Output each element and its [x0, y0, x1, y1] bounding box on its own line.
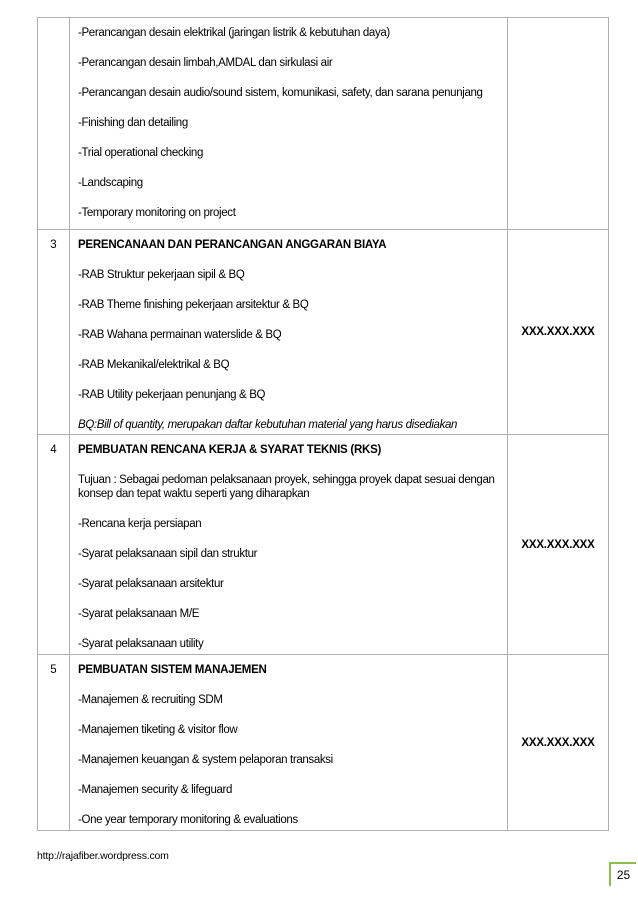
description-cell [70, 655, 508, 831]
section-heading: PERENCANAAN DAN PERANCANGAN ANGGARAN BIAYA [78, 239, 387, 251]
cost-value: XXX.XXX.XXX [521, 736, 595, 749]
list-item: -Syarat pelaksanaan utility [78, 638, 204, 650]
table-row-continuation [38, 18, 609, 230]
section-heading: PEMBUATAN SISTEM MANAJEMEN [78, 664, 267, 676]
list-item: -Finishing dan detailing [78, 117, 188, 129]
list-item: -Landscaping [78, 177, 143, 189]
list-item: -Perancangan desain elektrikal (jaringan listrik & kebutuhan daya) [78, 27, 390, 39]
cost-cell [508, 230, 609, 435]
description-cell [70, 18, 508, 230]
cost-cell [508, 655, 609, 831]
list-item: -One year temporary monitoring & evaluations [78, 814, 298, 826]
cost-table [37, 17, 609, 831]
list-item: -Syarat pelaksanaan sipil dan struktur [78, 548, 258, 560]
list-item: -Manajemen & recruiting SDM [78, 694, 223, 706]
list-item: -Manajemen security & lifeguard [78, 784, 233, 796]
footnote: BQ:Bill of quantity, merupakan daftar kebutuhan material yang harus disediakan [78, 419, 458, 431]
list-item: -Syarat pelaksanaan arsitektur [78, 578, 224, 590]
list-item: -Syarat pelaksanaan M/E [78, 608, 200, 620]
list-item: -Manajemen tiketing & visitor flow [78, 724, 238, 736]
row-number: 3 [50, 239, 57, 251]
purpose-text: Tujuan : Sebagai pedoman pelaksanaan proyek, sehingga proyek dapat sesuai dengan konsep dan tepat waktu seperti yang diharapkan [78, 474, 495, 500]
row-number: 4 [50, 444, 57, 456]
row-number: 5 [50, 664, 57, 676]
cost-value: XXX.XXX.XXX [521, 326, 595, 338]
list-item: -RAB Theme finishing pekerjaan arsitektur & BQ [78, 299, 309, 311]
table-row-5 [38, 655, 609, 831]
list-item: -Perancangan desain limbah,AMDAL dan sirkulasi air [78, 57, 333, 69]
list-item: -RAB Struktur pekerjaan sipil & BQ [78, 269, 245, 281]
list-item: -Rencana kerja persiapan [78, 518, 202, 530]
footer-url: http://rajafiber.wordpress.com [37, 850, 169, 862]
description-cell [70, 435, 508, 655]
cost-cell [508, 435, 609, 655]
list-item: -Manajemen keuangan & system pelaporan transaksi [78, 754, 333, 766]
cost-cell [508, 18, 609, 230]
table-row-4 [38, 435, 609, 655]
row-number-cell [38, 435, 70, 655]
list-item: -Trial operational checking [78, 147, 203, 159]
cost-value: XXX.XXX.XXX [521, 538, 595, 551]
page-number: 25 [609, 862, 636, 886]
row-number-cell [38, 18, 70, 230]
row-number-cell [38, 655, 70, 831]
section-heading: PEMBUATAN RENCANA KERJA & SYARAT TEKNIS (RKS) [78, 444, 382, 456]
description-cell [70, 230, 508, 435]
row-number-cell [38, 230, 70, 435]
list-item: -Perancangan desain audio/sound sistem, komunikasi, safety, dan sarana penunjang [78, 87, 483, 99]
table-row-3 [38, 230, 609, 435]
list-item: -RAB Utility pekerjaan penunjang & BQ [78, 389, 266, 401]
list-item: -Temporary monitoring on project [78, 207, 236, 219]
list-item: -RAB Mekanikal/elektrikal & BQ [78, 359, 230, 371]
list-item: -RAB Wahana permainan waterslide & BQ [78, 329, 282, 341]
